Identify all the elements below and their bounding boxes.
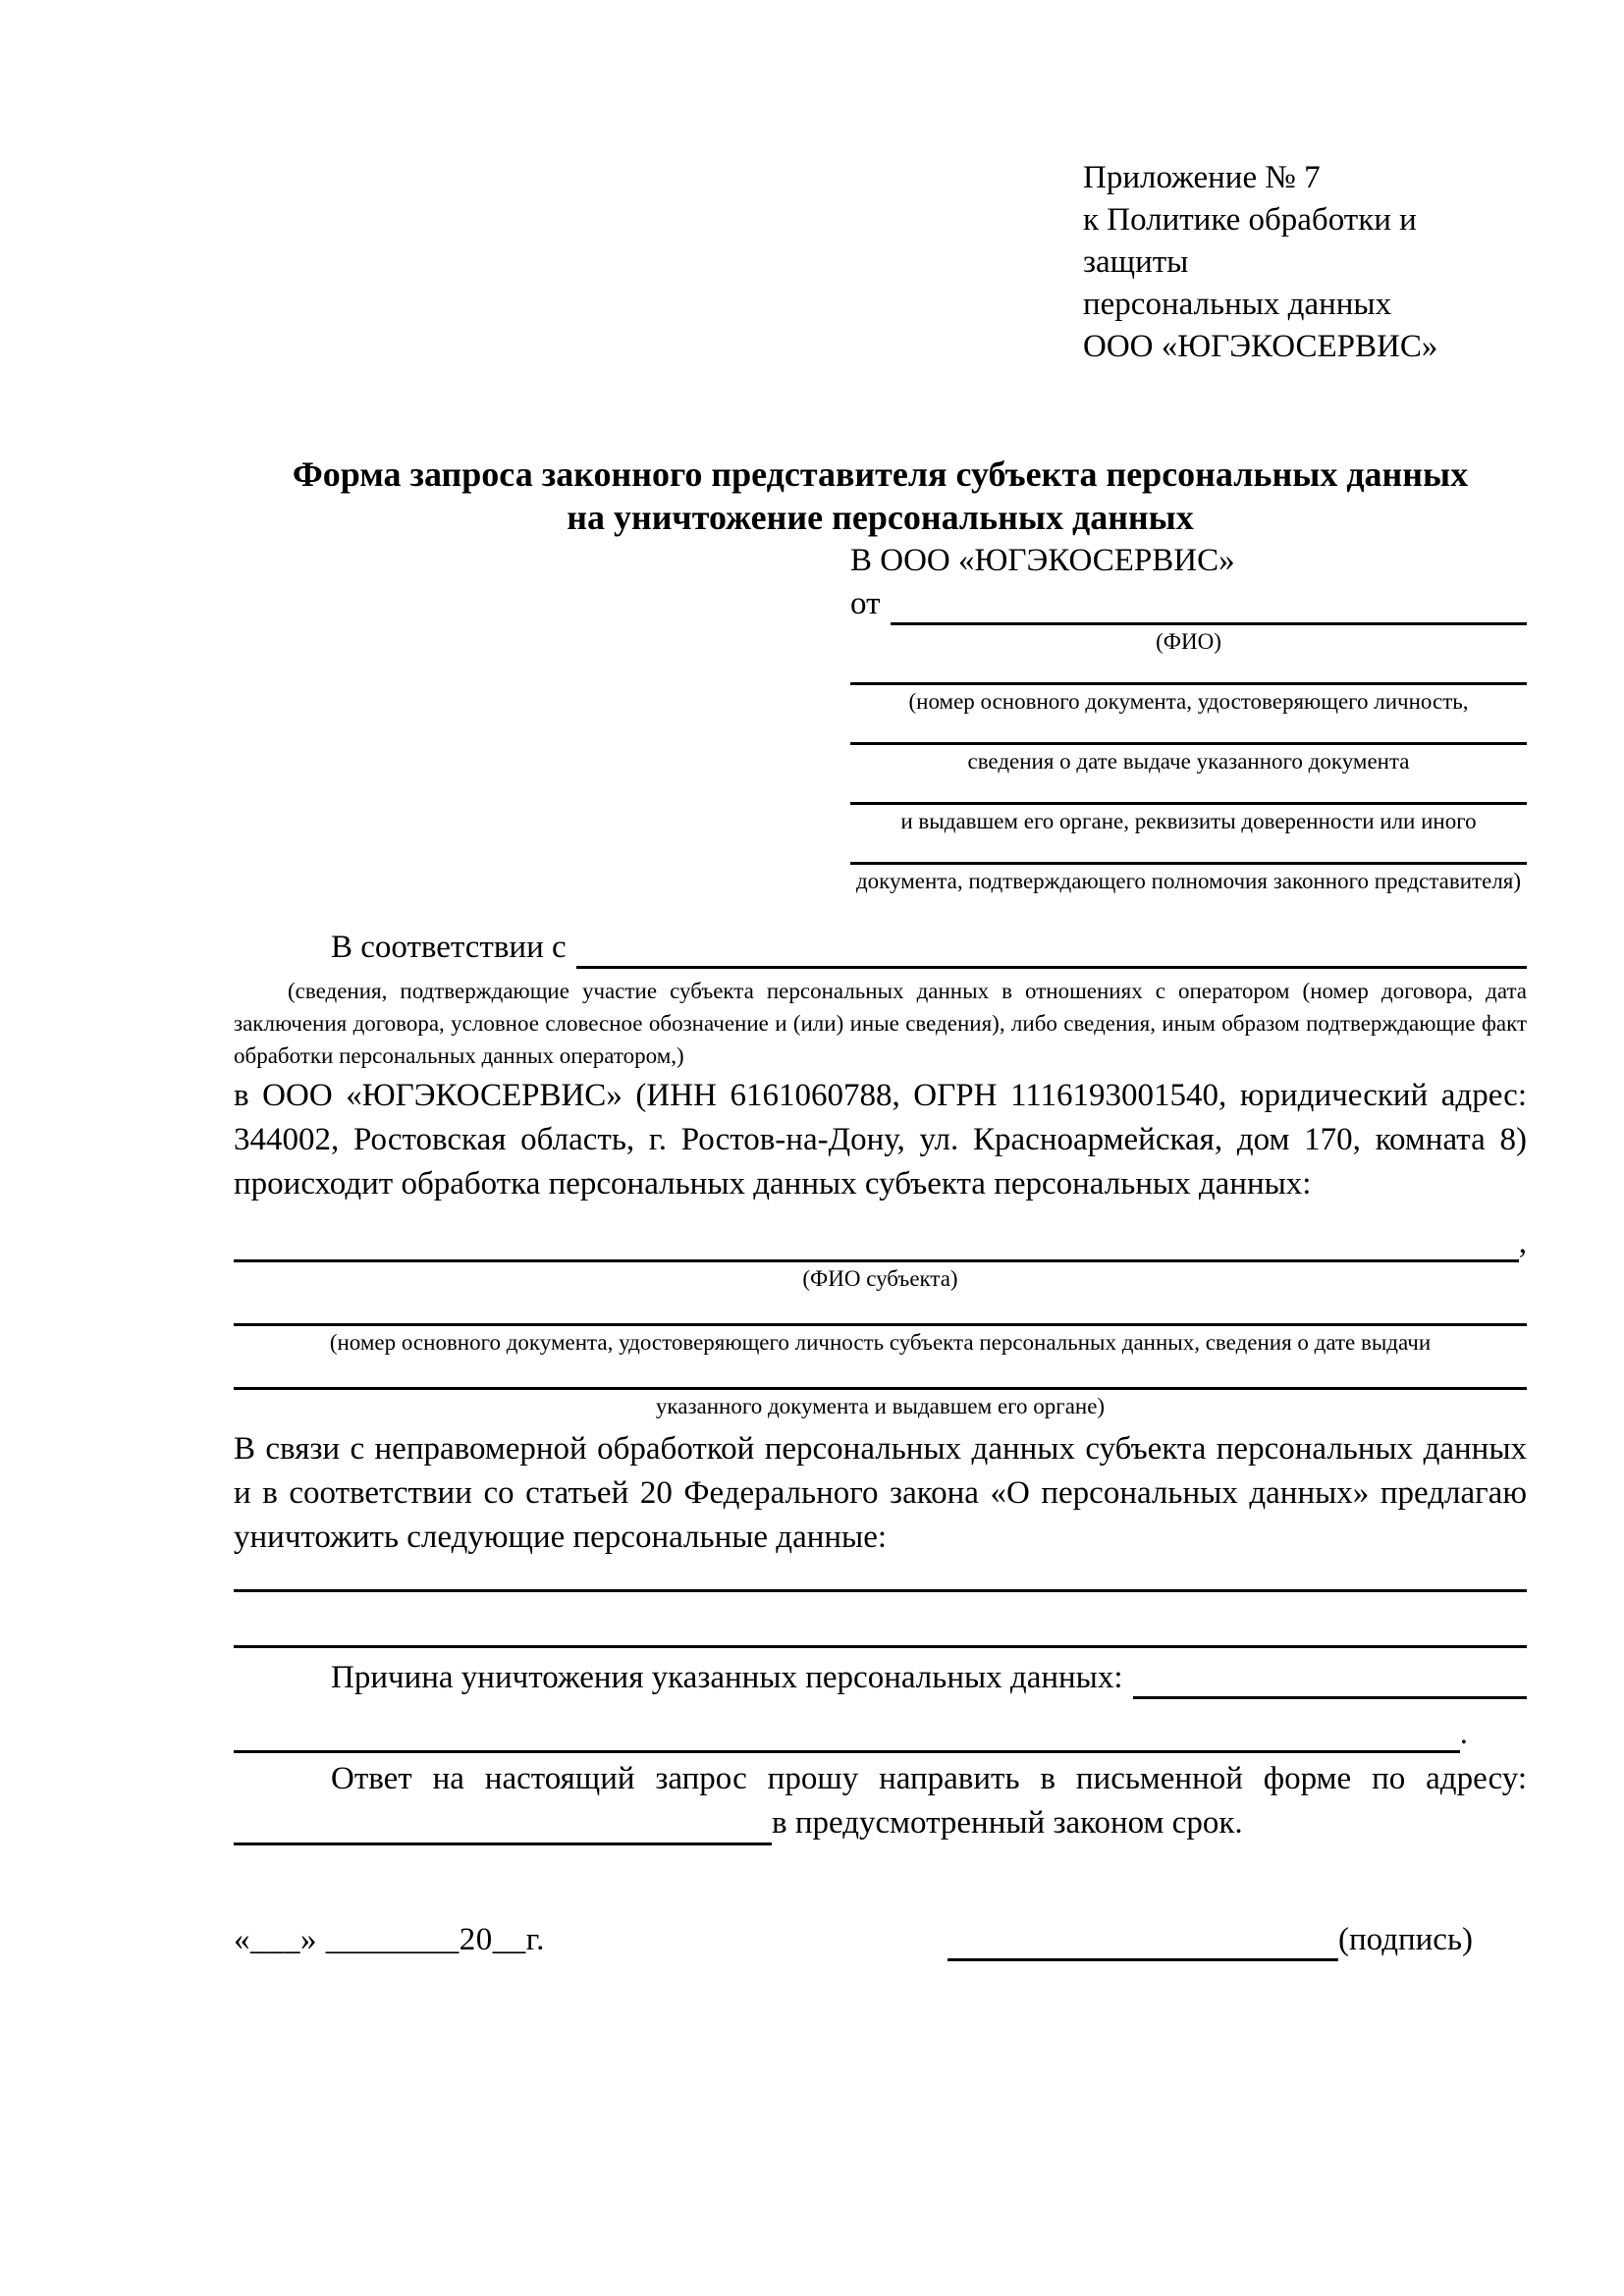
subject-caption-document: (номер основного документа, удостоверяющего личность субъекта персональных данных, сведения о дате выдачи xyxy=(329,1330,1432,1355)
form-title xyxy=(234,453,1527,539)
reply-request-line: Ответ на настоящий запрос прошу направить в письменной форме по адресу: xyxy=(331,1761,1527,1796)
representative-fio-blank[interactable] xyxy=(891,583,1528,625)
reason-row xyxy=(234,1656,1527,1699)
operator-paragraph-line: происходит обработка персональных данных субъекта персональных данных: xyxy=(234,1166,1312,1201)
document-issue-date-blank[interactable] xyxy=(850,742,1527,745)
addressee-block xyxy=(850,539,1527,896)
appendix-line: Приложение № 7 xyxy=(1083,160,1321,195)
appendix-line: персональных данных xyxy=(1083,287,1392,322)
reply-address-blank[interactable] xyxy=(234,1803,772,1845)
comma-mark: , xyxy=(1518,1225,1527,1260)
reason-blank[interactable] xyxy=(1133,1657,1527,1699)
signature-caption: (подпись) xyxy=(1338,1922,1473,1957)
subject-authority-blank[interactable] xyxy=(234,1387,1527,1390)
appendix-line: к Политике обработки и защиты xyxy=(1083,202,1417,280)
accordance-label: В соответствии с xyxy=(331,930,567,965)
subject-fio-blank[interactable] xyxy=(234,1220,1519,1262)
appendix-line: ООО «ЮГЭКОСЕРВИС» xyxy=(1083,329,1438,364)
form-title-line-2: на уничтожение персональных данных xyxy=(567,498,1194,537)
from-label: от xyxy=(850,586,881,621)
form-title-line-1: Форма запроса законного представителя субъекта персональных данных xyxy=(292,454,1469,494)
field-caption-poa: документа, подтверждающего полномочия законного представителя) xyxy=(855,869,1522,893)
data-to-destroy-blank[interactable] xyxy=(234,1589,1527,1592)
reason-continuation-blank[interactable] xyxy=(234,1711,1460,1753)
accordance-note-line: заключения договора, условное словесное обозначение и (или) иные сведения), либо сведения, иным образом подтверждающие факт xyxy=(234,1011,1527,1036)
request-paragraph-line: В связи с неправомерной обработкой персональных данных субъекта персональных данных xyxy=(234,1431,1527,1467)
request-paragraph-line: и в соответствии со статьей 20 Федерального закона «О персональных данных» предлагаю xyxy=(234,1475,1527,1511)
footer-row xyxy=(234,1918,1527,1961)
reason-label: Причина уничтожения указанных персональных данных: xyxy=(331,1660,1123,1695)
operator-paragraph-line: 344002, Ростовская область, г. Ростов-на-Дону, ул. Красноармейская, дом 170, комната 8) xyxy=(234,1122,1527,1157)
accordance-note-line: (сведения, подтверждающие участие субъекта персональных данных в отношениях с оператором (номер договора, дата xyxy=(288,979,1527,1003)
data-to-destroy-blank[interactable] xyxy=(234,1645,1527,1648)
accordance-blank[interactable] xyxy=(576,927,1527,969)
power-of-attorney-blank[interactable] xyxy=(850,862,1527,865)
operator-paragraph-line: в ООО «ЮГЭКОСЕРВИС» (ИНН 6161060788, ОГРН 1116193001540, юридический адрес: xyxy=(234,1078,1527,1113)
subject-caption-fio: (ФИО субъекта) xyxy=(802,1266,958,1291)
field-caption-document: (номер основного документа, удостоверяющего личность, xyxy=(908,689,1469,714)
subject-caption-authority: указанного документа и выдавшем его органе) xyxy=(655,1394,1106,1418)
accordance-row xyxy=(234,926,1527,969)
signature-blank[interactable] xyxy=(947,1919,1338,1961)
addressee-company: В ООО «ЮГЭКОСЕРВИС» xyxy=(850,543,1235,578)
field-caption-issue-date: сведения о дате выдаче указанного документа xyxy=(967,749,1410,774)
representative-document-blank[interactable] xyxy=(850,682,1527,685)
date-blank-text[interactable]: «___» ________20__г. xyxy=(234,1922,545,1957)
issuing-authority-blank[interactable] xyxy=(850,802,1527,805)
field-caption-authority: и выдавшем его органе, реквизиты доверенности или иного xyxy=(900,809,1477,833)
appendix-block xyxy=(1083,157,1527,368)
request-paragraph-line: уничтожить следующие персональные данные: xyxy=(234,1520,888,1555)
reason-continuation-row xyxy=(234,1711,1527,1753)
subject-document-blank[interactable] xyxy=(234,1323,1527,1326)
accordance-note-line: обработки персональных данных оператором,) xyxy=(234,1043,684,1068)
from-row xyxy=(850,582,1527,625)
operator-paragraph xyxy=(234,1074,1527,1206)
accordance-note xyxy=(234,975,1527,1072)
field-caption-fio: (ФИО) xyxy=(1156,629,1221,654)
reply-term-text: в предусмотренный законом срок. xyxy=(772,1805,1243,1841)
request-paragraph xyxy=(234,1427,1527,1560)
reply-address-row xyxy=(234,1801,1527,1845)
period-mark: . xyxy=(1459,1716,1468,1751)
signature-group xyxy=(947,1918,1473,1961)
subject-fio-row xyxy=(234,1220,1527,1262)
